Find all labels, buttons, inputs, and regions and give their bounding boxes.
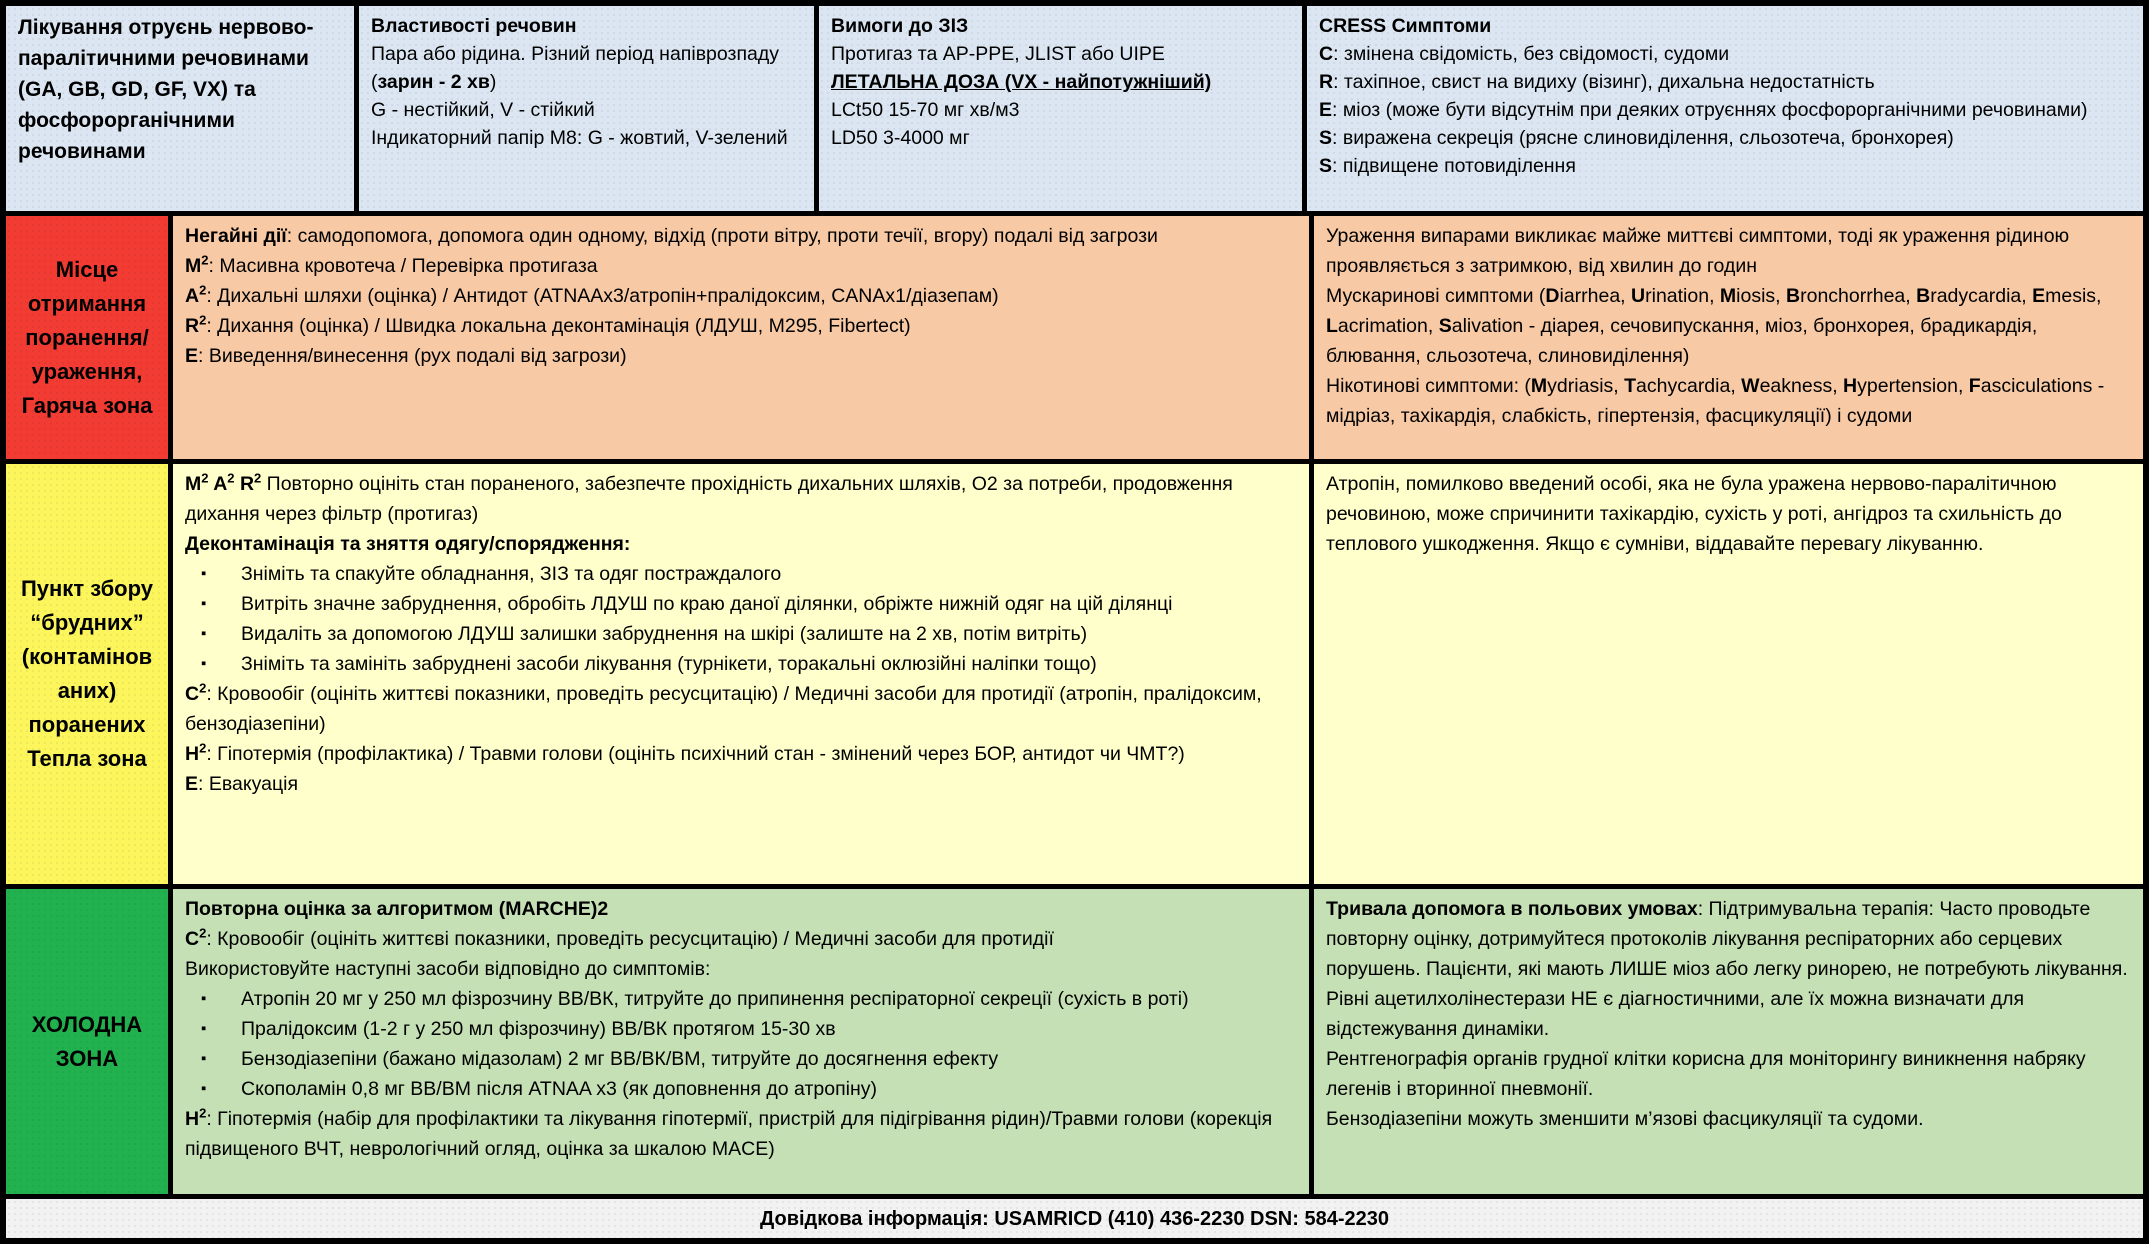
reference-info — [6, 1199, 2143, 1238]
cold-zone-label — [6, 889, 168, 1194]
paragraph: $C^2$: Кровообіг (оцініть життєві показники, проведіть ресусцитацію) / Медичні засоби для протидії (атропін, пралідоксим, бензодіазепіни) — [185, 680, 1262, 735]
card-title-cell — [6, 6, 354, 211]
label-line: Гаряча зона — [21, 392, 153, 418]
paragraph: Атропін, помилково введений особі, яка не була уражена нервово-паралітичною речовиною, може спричинити тахікардію, сухість у роті, ангідроз та схильність до теплового ушкодження. Якщо є сумніви, віддавайте перевагу лікуванню. — [1326, 473, 2062, 555]
label-line: ураження, — [31, 358, 143, 384]
paragraph: E: міоз (може бути відсутнім при деяких отруєннях фосфорорганічними речовинами) — [1319, 99, 2088, 121]
label-line: аних) — [57, 678, 117, 703]
paragraph: Пара або рідина. Різний період напіврозпаду (зарин - 2 хв) — [371, 43, 779, 93]
paragraph: CRESS Симптоми — [1319, 15, 1492, 37]
label-line: (контамінов — [21, 644, 153, 669]
cress-symptoms-cell — [1307, 6, 2143, 211]
label-line: Пункт збору — [20, 576, 154, 601]
paragraph: Вимоги до ЗІЗ — [831, 15, 969, 37]
warm-zone-notes — [1314, 464, 2143, 884]
paragraph: $A^2$: Дихальні шляхи (оцінка) / Антидот (ATNAAx3/атропін+пралідоксим, CANAx1/діазепам) — [185, 282, 999, 307]
paragraph: E: Виведення/винесення (рух подалі від загрози) — [185, 345, 627, 367]
header-row — [6, 6, 2143, 211]
paragraph: $R^2$: Дихання (оцінка) / Швидка локальна деконтамінація (ЛДУШ, M295, Fibertect) — [185, 312, 911, 337]
warm-zone-row — [6, 464, 2143, 884]
label-line: поранення/ — [25, 324, 149, 350]
cold-zone-notes — [1314, 889, 2143, 1194]
hot-zone-row — [6, 216, 2143, 459]
agent-properties-cell — [359, 6, 814, 211]
paragraph: Деконтамінація та зняття одягу/спорядження: — [185, 533, 631, 555]
label-line: Тепла зона — [27, 746, 147, 771]
bullet-item: ▪ Зніміть та спакуйте обладнання, ЗІЗ та одяг постраждалого — [185, 559, 1297, 589]
paragraph: Негайні дії: самодопомога, допомога один одному, відхід (проти вітру, проти течії, вгору) подалі від загрози — [185, 225, 1158, 247]
hot-zone-actions — [173, 216, 1309, 459]
paragraph: $C^2$: Кровообіг (оцініть життєві показники, проведіть ресусцитацію) / Медичні засоби для протидії — [185, 925, 1054, 950]
bullet-item: ▪ Зніміть та замініть забруднені засоби лікування (турнікети, торакальні оклюзійні наліпки тощо) — [185, 649, 1297, 679]
bullet-item: ▪ Пралідоксим (1-2 г у 250 мл фізрозчину) ВВ/ВК протягом 15-30 хв — [185, 1014, 1297, 1044]
paragraph: S: підвищене потовиділення — [1319, 155, 1576, 177]
bullet-item: ▪ Видаліть за допомогою ЛДУШ залишки забруднення на шкірі (залиште на 2 хв, потім витріть) — [185, 619, 1297, 649]
label-line: ХОЛОДНА — [31, 1011, 143, 1037]
cold-zone-actions — [173, 889, 1309, 1194]
bullet-item: ▪ Бензодіазепіни (бажано мідазолам) 2 мг ВВ/ВК/ВМ, титруйте до досягнення ефекту — [185, 1044, 1297, 1074]
paragraph: S: виражена секреція (рясне слиновиділення, сльозотеча, бронхорея) — [1319, 127, 1954, 149]
cold-zone-row — [6, 889, 2143, 1194]
paragraph: ЛЕТАЛЬНА ДОЗА (VX - найпотужніший) — [831, 71, 1212, 93]
hot-zone-notes — [1314, 216, 2143, 459]
paragraph: $H^2$: Гіпотермія (профілактика) / Травми голови (оцініть психічний стан - змінений через БОР, антидот чи ЧМТ?) — [185, 740, 1185, 765]
label-line: поранених — [28, 712, 146, 737]
bullet-item: ▪ Скополамін 0,8 мг ВВ/ВМ після ATNAA x3 (як доповнення до атропіну) — [185, 1074, 1297, 1104]
label-line: отримання — [27, 290, 147, 316]
paragraph: $M^2$: Масивна кровотеча / Перевірка протигаза — [185, 252, 598, 277]
paragraph: Лікування отруєнь нервово-паралітичними речовинами (GA, GB, GD, GF, VX) та фосфорорганічними речовинами — [18, 16, 314, 163]
label-line: ЗОНА — [55, 1045, 119, 1071]
warm-zone-actions — [173, 464, 1309, 884]
paragraph: Бензодіазепіни можуть зменшити м’язові фасцикуляції та судоми. — [1326, 1108, 1924, 1130]
paragraph: G - нестійкий, V - стійкий — [371, 99, 595, 121]
ppe-requirements-cell — [819, 6, 1302, 211]
footer-row — [6, 1199, 2143, 1238]
paragraph: LD50 3-4000 мг — [831, 127, 970, 149]
paragraph: Повторна оцінка за алгоритмом (MARCHE)2 — [185, 898, 609, 920]
label-line: “брудних” — [30, 610, 144, 635]
paragraph: Рівні ацетилхолінестерази НЕ є діагностичними, але їх можна визначати для відстежування динаміки. — [1326, 988, 2025, 1040]
paragraph: C: змінена свідомість, без свідомості, судоми — [1319, 43, 1730, 65]
paragraph: Рентгенографія органів грудної клітки корисна для моніторингу виникнення набряку легенів і вторинної пневмонії. — [1326, 1048, 2086, 1100]
label-line: Місце — [55, 256, 119, 282]
paragraph: Використовуйте наступні засоби відповідно до симптомів: — [185, 958, 711, 980]
paragraph: Довідкова інформація: USAMRICD (410) 436-2230 DSN: 584-2230 — [760, 1207, 1389, 1230]
paragraph: R: тахіпное, свист на видиху (візинг), дихальна недостатність — [1319, 71, 1875, 93]
paragraph: E: Евакуація — [185, 773, 299, 795]
paragraph: Індикаторний папір M8: G - жовтий, V-зелений — [371, 127, 788, 149]
bullet-item: ▪ Витріть значне забруднення, обробіть ЛДУШ по краю даної ділянки, обріжте нижній одяг на цій ділянці — [185, 589, 1297, 619]
paragraph: Властивості речовин — [371, 15, 577, 37]
paragraph: Протигаз та AP-PPE, JLIST або UIPE — [831, 43, 1165, 65]
paragraph: Тривала допомога в польових умовах: Підтримувальна терапія: Часто проводьте повторну оцінку, дотримуйтеся протоколів лікування респіраторних або серцевих порушень. Пацієнти, які мають ЛИШЕ міоз або легку ринорею, не потребують лікування. — [1326, 898, 2128, 980]
paragraph: Ураження випарами викликає майже миттєві симптоми, тоді як ураження рідиною проявляється з затримкою, від хвилин до годин — [1326, 225, 2070, 277]
paragraph: LCt50 15-70 мг хв/м3 — [831, 99, 1020, 121]
warm-zone-label — [6, 464, 168, 884]
paragraph: $H^2$: Гіпотермія (набір для профілактики та лікування гіпотермії, пристрій для підігрівання рідин)/Травми голови (корекція підвищеного ВЧТ, неврологічний огляд, оцінка за шкалою MACE) — [185, 1105, 1273, 1160]
paragraph: Мускаринові симптоми (Diarrhea, Urination, Miosis, Bronchorrhea, Bradycardia, Emesis, Lacrimation, Salivation - діарея, сечовипускання, міоз, бронхорея, брадикардія, блювання, сльозотеча, слиновиділення) — [1326, 285, 2102, 367]
hot-zone-label — [6, 216, 168, 459]
bullet-item: ▪ Атропін 20 мг у 250 мл фізрозчину ВВ/ВК, титруйте до припинення респіраторної секреції (сухість в роті) — [185, 984, 1297, 1014]
paragraph: Нікотинові симптоми: (Mydriasis, Tachycardia, Weakness, Hypertension, Fasciculations - мідріаз, тахікардія, слабкість, гіпертензія, фасцикуляції) і судоми — [1326, 375, 2105, 427]
paragraph: $M^2$ $A^2$ $R^2$ Повторно оцініть стан пораненого, забезпечте прохідність дихальних шляхів, O2 за потреби, продовження дихання через фільтр (протигаз) — [185, 470, 1233, 525]
